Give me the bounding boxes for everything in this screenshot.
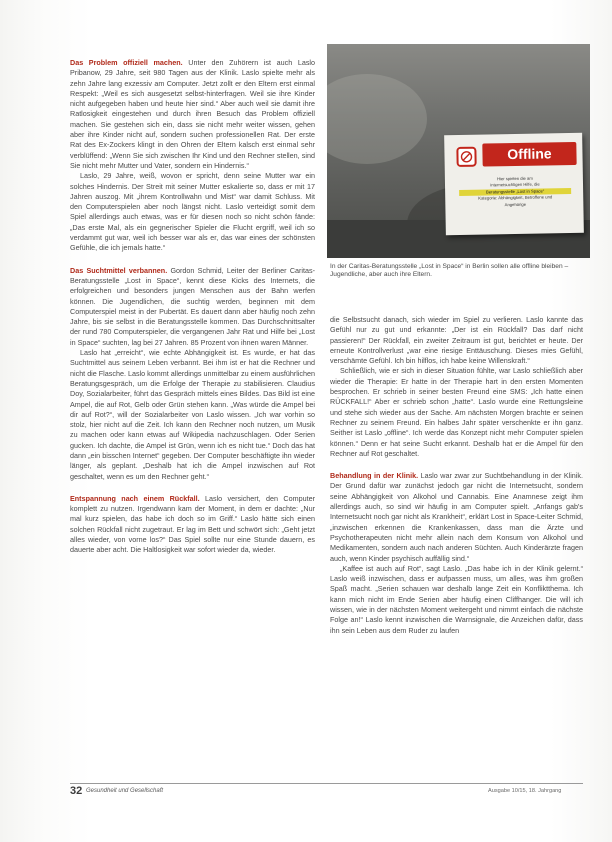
article-paragraph xyxy=(330,471,583,564)
offline-sign-photo xyxy=(327,44,590,258)
section-lead-heading: Das Problem offiziell machen. xyxy=(70,58,183,67)
paragraph-text: die Selbstsucht danach, sich wieder im Spiel zu verlieren. Laslo kannte das Gefühl nur zu gut und erkannte: „Der ist ein Rückfall? Das darf nicht passieren!“ Der Rückfall, ein zweiter Zeitraum ist gut, berichtet er heute. Der erneute Kontrollverlust „war eine riesige Enttäuschung. Dieses mies Gefühl, verschämte Gefühl. Ich bin hilflos, ich habe keine Willenskraft.“ xyxy=(330,315,583,366)
sign-text-line: Hier spielen die am xyxy=(496,175,533,182)
photo-caption: In der Caritas-Beratungsstelle „Lost in Space“ in Berlin sollen alle offline bleiben – Jugendliche, aber auch ihre Eltern. xyxy=(330,263,569,279)
paragraph-text: Laslo war zwar zur Suchtbehandlung in der Klinik. Der Grund dafür war zunächst jedoch gar nicht die Internetsucht, sondern seine Abhängigkeit von Alkohol und Cannabis. Eine Anamnese zeigt ihm allerdings auch, so sind wir häufig in am Computer spielt. „Anfangs gab's Internetsucht noch gar nicht als Krankheit“, erklärt Lost in Space-Leiter Schmid, „inzwischen erkennen die Krankenkassen, dass man die Ärzte und Psychotherapeuten nicht mehr allein nach dem Konsum von Alkohol und Medikamenten, sondern auch nach anderen Süchten. Auch Kinderärzte fragen auch, wenn Kinder psychisch auffällig sind.“ xyxy=(330,471,583,563)
paragraph-text: Unter den Zuhörern ist auch Laslo Pribanow, 29 Jahre, seit 980 Tagen aus der Klinik. Laslo spielte mehr als zehn Jahre lang exzessiv am Computer. Jetzt zollt er den Eltern erst einmal Respekt: „Weil es sich ausgesetzt selbst-hinterfragen. Weil sie ihre Kinder nicht aufgegeben haben und heute hier sind.“ Aber auch weil sie damit ihre Ratlosigkeit eingestehen und durch ihren Besuch das Problem offiziell machen. Sie gestehen sich ein, dass sie nicht mehr weiter wissen, gehen aber ihre Kinder nicht auf, sondern suchen professionellen Rat. Der erste Rat des Ex-Zockers klingt in den Ohren der Eltern kalsch erst einmal sehr verblüffend: „Wenn Sie sich zwischen Ihr Kind und den Rechner stellen, sind Sie nicht mehr Mutter und Vater, sondern ein Hindernis.“ xyxy=(70,58,316,170)
offline-sign-card xyxy=(444,133,584,235)
sign-text-line: internetsuchtigen Hilfe, die xyxy=(490,181,540,188)
offline-sign-text xyxy=(459,175,572,209)
article-paragraph xyxy=(330,366,583,459)
paragraph-text: Laslo, 29 Jahre, weiß, wovon er spricht, denn seine Mutter war ein solches Hindernis. Der Streit mit seiner Mutter eskalierte so, dass er mit 17 Jahren auszog. Mit „ihrem Kontrollwahn und Mist“ war damit Schluss. Mit den Computerspielen aber noch längst nicht. Laslo verteidigt somit dem Spiel allerdings auch etwas, was er für diesen noch so nicht schön fände: „Das erste Mal, als ein gegnerischer Spieler die Flucht ergriff, weil ich so verdammt gut war, weil ich besser war als er, das war eines der schönsten Gefühle, die ich jemals hatte.“ xyxy=(70,171,315,253)
paragraph-text: Schließlich, wie er sich in dieser Situation fühlte, war Laslo schließlich aber wieder die Therapie: Er hatte in der Therapie hart in den ersten Momenten besprochen. Er schrieb in seiner besten Freund eine SMS: „Ich hatte einen RÜCKFALL!“ Aber er schrieb schon „hatte“. Laslo wurde eine Rettungsleine und stehe sich wieder aus der Sache. Am nächsten Morgen brachte er seinen Rechner zu seinem Freund. Ein halbes Jahr später verschenkte er ihn ganz. Seither ist Laslo „offline“. Ich werde das Konzept nicht mehr Computer spielen können.“ Denn er hat seine Sucht erkannt. Deshalb hat er die Ampel für den Rechner auf Rot geschaltet. xyxy=(330,366,583,458)
left-text-column xyxy=(70,58,315,556)
no-internet-icon xyxy=(456,147,476,167)
article-paragraph xyxy=(330,315,583,366)
article-paragraph xyxy=(70,348,315,482)
sign-text-line: Beratungsstelle „Lost in Space“ xyxy=(459,188,571,196)
paragraph-text: Laslo hat „erreicht“, wie echte Abhängigkeit ist. Es wurde, er hat das Suchtmittel aus seinem Leben verbannt. Bei ihm ist er hat die Rechner und nicht die Flasche. Laslo kommt allerdings unmittelbar zu einem ausführlichen Beratungsgespräch, um die Erfolge der Therapie zu stabilisieren. Claudius Doy, Sozialarbeiter, führt das Gespräch mittels eines Bildes. Das Bild ist eine Ampel, die auf Rot, Gelb oder Grün stehen kann. „Was würde die Ampel bei dir auf Rot?“, will der Sozialarbeiter von Laslo wissen. „Ich war vorhin so stolz, hier nicht auf die Zeit. Ich kann den Rechner noch nutzen, um Musik zu machen oder kann etwas auf Wikipedia nachzuschlagen. Oder Serien gucken. Ich dachte, die Ampel ist Grün, wenn ich es nicht tue.“ Doch das hat dann „ein bisschen Internet“ gegeben. Der Computer beschäftigte ihn wieder länger, als geplant. „Deshalb hat ich die Ampel inzwischen auf Rot geschaltet, wenn es um den Rechner geht.“ xyxy=(70,348,315,481)
photo-background-blur xyxy=(327,74,427,164)
offline-sign-title: Offline xyxy=(482,142,576,167)
article-paragraph xyxy=(70,494,315,556)
paragraph-text: Laslo versichert, den Computer komplett zu nutzen. Irgendwann kam der Moment, in dem er dachte: „Nur mal kurz spielen, das habe ich doch so im Griff.“ Laslo hätte sich einen solchen Rückfall nicht zugetraut. Er lag im Bett und schwört sich: „Geht jetzt alles wieder, von vorne los?“ Das Spiel sollte nur eine Stunde dauern, es dauerte aber acht. Die Haltlosigkeit war sofort wieder da, wieder. xyxy=(70,493,315,555)
sign-text-line: Kategorie: Abhängigkeit, Betroffene und xyxy=(478,194,553,201)
section-lead-heading: Entspannung nach einem Rückfall. xyxy=(70,493,200,503)
section-lead-heading: Behandlung in der Klinik. xyxy=(330,471,419,481)
section-lead-heading: Das Suchtmittel verbannen. xyxy=(70,265,168,275)
sign-text-line: Angehörige xyxy=(504,201,527,207)
footer-issue-label: Ausgabe 10/15, 18. Jahrgang xyxy=(488,788,562,794)
page-number: 32 xyxy=(70,785,83,797)
footer-section-label: Gesundheit und Gesellschaft xyxy=(86,788,164,794)
paragraph-text: Gordon Schmid, Leiter der Berliner Caritas-Beratungsstelle „Lost in Space“, kennt diese Kicks des Internets, die erfolgreichen und besonders jungen Menschen aus der Bahn werfen können. Die Jugendlichen, die suchtig werden, beginnen mit dem Computerspiel meist in der Pubertät. Es dauert dann aber häufig noch zehn Jahre, bis sie selbst in die Beratungsstelle kommen. Das Durchschnittsalter der rund 780 Computerspieler, die vergangenen Jahr Rat und Hilfe bei „Lost in Space“ suchten, lag bei 27 Jahren. 85 Prozent von ihnen waren Männer. xyxy=(70,265,315,347)
article-paragraph xyxy=(70,266,315,348)
right-text-column xyxy=(330,315,583,636)
paragraph-text: „Kaffee ist auch auf Rot“, sagt Laslo. „Das habe ich in der Klinik gelernt.“ Laslo weiß inzwischen, dass er aufpassen muss, um alles, was ihm großen Spaß macht. „Serien schauen war deshalb lange Zeit ein Konfliktthema. Ich kann mich nicht im Ende Serien aber häufig einen Cliffhanger. Die will ich wissen, wie in der nächsten Moment weitergeht und nimmt einfach die nächste Folge an!“ Laslo kennt inzwischen die Warnsignale, die Anzeichen dafür, dass ihn sein Leben aus dem Ruder zu laufen xyxy=(330,563,583,635)
article-paragraph xyxy=(70,171,315,253)
article-paragraph xyxy=(70,58,315,171)
footer-rule xyxy=(70,783,583,784)
article-paragraph xyxy=(330,564,583,636)
